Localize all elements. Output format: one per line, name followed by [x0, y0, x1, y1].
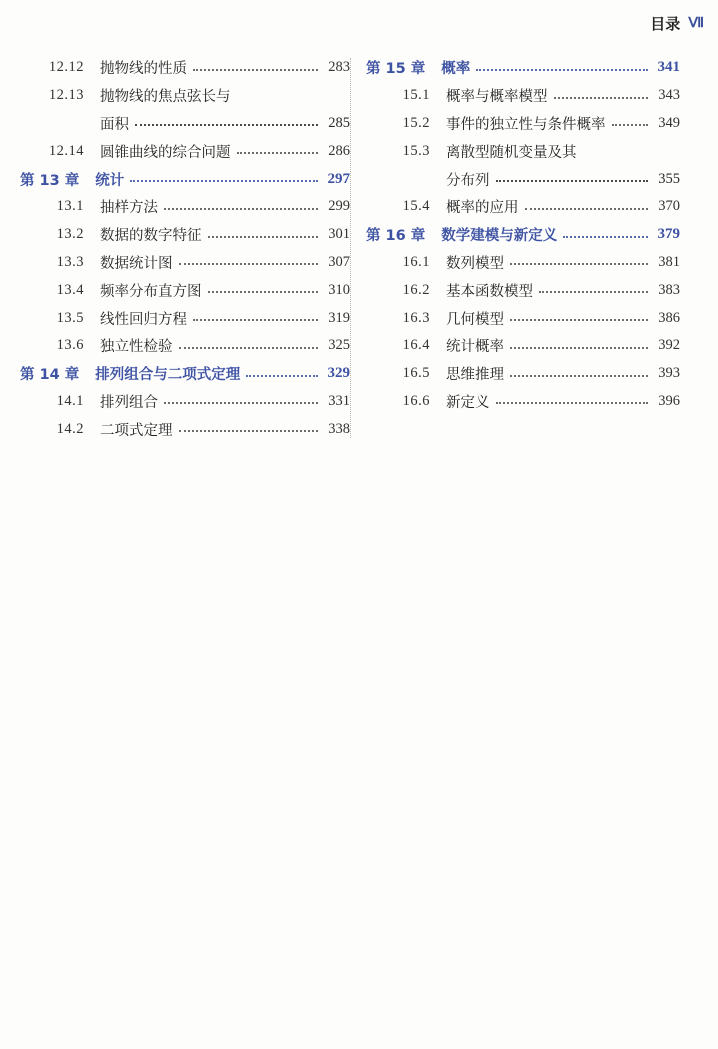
page-ref: 370 [658, 198, 680, 215]
section-title: 新定义 [446, 394, 490, 411]
section-title: 思维推理 [446, 367, 504, 384]
section-title: 独立性检验 [100, 339, 173, 356]
section-title: 抛物线的焦点弦长与 [100, 89, 231, 106]
dot-leader [510, 375, 648, 377]
page-ref: 297 [327, 170, 350, 187]
toc-section-entry[interactable] [366, 110, 680, 138]
toc-section-entry[interactable] [366, 165, 680, 193]
section-number: 13.2 [56, 226, 84, 243]
page-ref: 393 [658, 365, 680, 382]
dot-leader [164, 402, 318, 404]
toc-section-entry[interactable] [366, 137, 680, 165]
page-ref: 343 [658, 87, 680, 104]
toc-section-entry[interactable] [366, 388, 680, 416]
dot-leader [612, 124, 649, 126]
toc-section-entry[interactable] [20, 388, 350, 416]
section-title: 圆锥曲线的综合问题 [100, 144, 231, 161]
section-title: 数据统计图 [100, 255, 173, 272]
dot-leader [563, 236, 648, 238]
chapter-number: 第 13 章 [20, 172, 80, 189]
dot-leader [246, 375, 318, 377]
toc-section-entry[interactable] [20, 82, 350, 110]
section-title: 概率的应用 [446, 200, 519, 217]
toc-section-entry[interactable] [20, 332, 350, 360]
section-number: 15.1 [402, 87, 430, 104]
dot-leader [476, 69, 648, 71]
page-ref: 383 [658, 281, 680, 298]
dot-leader [193, 69, 318, 71]
page-header [650, 13, 704, 34]
dot-leader [135, 124, 318, 126]
toc-section-entry[interactable] [20, 54, 350, 82]
section-number: 13.3 [56, 253, 84, 270]
section-title: 分布列 [446, 172, 490, 189]
dot-leader [510, 263, 648, 265]
page-ref: 331 [328, 392, 350, 409]
dot-leader [539, 291, 648, 293]
section-number: 14.2 [56, 420, 84, 437]
section-title: 抛物线的性质 [100, 61, 187, 78]
section-number: 13.5 [56, 309, 84, 326]
page-ref: 341 [657, 59, 680, 76]
dot-leader [554, 97, 649, 99]
page-ref: 286 [328, 142, 350, 159]
dot-leader [193, 319, 318, 321]
toc-chapter-entry[interactable] [20, 165, 350, 193]
section-number: 16.4 [402, 337, 430, 354]
section-title: 频率分布直方图 [100, 283, 202, 300]
section-title: 数据的数字特征 [100, 228, 202, 245]
page-ref: 325 [328, 337, 350, 354]
toc-section-entry[interactable] [20, 415, 350, 443]
toc-section-entry[interactable] [366, 332, 680, 360]
toc-chapter-entry[interactable] [366, 54, 680, 82]
dot-leader [164, 208, 318, 210]
toc-section-entry[interactable] [366, 82, 680, 110]
page-ref: 381 [658, 253, 680, 270]
column-divider [350, 58, 351, 438]
toc-section-entry[interactable] [20, 304, 350, 332]
section-number: 15.2 [402, 114, 430, 131]
page-ref: 338 [328, 420, 350, 437]
page-ref: 283 [328, 59, 350, 76]
page-ref: 299 [328, 198, 350, 215]
page-ref: 349 [658, 114, 680, 131]
section-number: 12.14 [48, 142, 84, 159]
toc-right-column [366, 54, 680, 415]
page-ref: 307 [328, 253, 350, 270]
section-title: 数列模型 [446, 255, 504, 272]
section-title: 线性回归方程 [100, 311, 187, 328]
section-title: 几何模型 [446, 311, 504, 328]
section-title: 概率与概率模型 [446, 89, 548, 106]
toc-section-entry[interactable] [20, 193, 350, 221]
toc-section-entry[interactable] [366, 304, 680, 332]
page-ref: 386 [658, 309, 680, 326]
dot-leader [510, 347, 648, 349]
dot-leader [496, 402, 649, 404]
section-number: 16.6 [402, 392, 430, 409]
section-number: 15.4 [402, 198, 430, 215]
chapter-title: 概率 [441, 61, 471, 78]
section-title: 离散型随机变量及其 [446, 144, 577, 161]
page-ref: 310 [328, 281, 350, 298]
section-title: 面积 [100, 116, 129, 133]
dot-leader [208, 291, 319, 293]
toc-section-entry[interactable] [366, 360, 680, 388]
section-title: 二项式定理 [100, 422, 173, 439]
chapter-number: 第 16 章 [366, 228, 426, 245]
toc-section-entry[interactable] [20, 137, 350, 165]
toc-chapter-entry[interactable] [366, 221, 680, 249]
dot-leader [237, 152, 319, 154]
section-title: 排列组合 [100, 394, 158, 411]
chapter-number: 第 14 章 [20, 367, 80, 384]
page-ref: 301 [328, 226, 350, 243]
page-ref: 319 [328, 309, 350, 326]
dot-leader [130, 180, 318, 182]
section-number: 15.3 [402, 142, 430, 159]
chapter-title: 统计 [95, 172, 125, 189]
section-number: 16.1 [402, 253, 430, 270]
section-number: 14.1 [56, 392, 84, 409]
section-title: 统计概率 [446, 339, 504, 356]
page-ref: 392 [658, 337, 680, 354]
section-number: 16.2 [402, 281, 430, 298]
toc-section-entry[interactable] [20, 249, 350, 277]
section-title: 抽样方法 [100, 200, 158, 217]
section-title: 基本函数模型 [446, 283, 533, 300]
section-number: 12.13 [48, 87, 84, 104]
section-title: 事件的独立性与条件概率 [446, 116, 606, 133]
toc-section-entry[interactable] [366, 249, 680, 277]
page-ref: 396 [658, 392, 680, 409]
toc-section-entry[interactable] [20, 110, 350, 138]
section-number: 16.3 [402, 309, 430, 326]
chapter-number: 第 15 章 [366, 61, 426, 78]
dot-leader [525, 208, 649, 210]
dot-leader [179, 347, 319, 349]
page-number: Ⅶ [688, 16, 704, 31]
dot-leader [510, 319, 648, 321]
section-number: 13.6 [56, 337, 84, 354]
toc-left-column [20, 54, 350, 443]
page-ref: 329 [327, 365, 350, 382]
toc-section-entry[interactable] [20, 276, 350, 304]
toc-section-entry[interactable] [20, 221, 350, 249]
dot-leader [496, 180, 649, 182]
toc-section-entry[interactable] [366, 193, 680, 221]
page-ref: 355 [658, 170, 680, 187]
page-ref: 379 [657, 226, 680, 243]
section-number: 13.1 [56, 198, 84, 215]
page-ref: 285 [328, 114, 350, 131]
chapter-title: 排列组合与二项式定理 [95, 367, 241, 384]
toc-chapter-entry[interactable] [20, 360, 350, 388]
section-number: 16.5 [402, 365, 430, 382]
toc-header-title: 目录 [650, 15, 681, 33]
dot-leader [208, 236, 319, 238]
chapter-title: 数学建模与新定义 [441, 228, 558, 245]
section-number: 13.4 [56, 281, 84, 298]
toc-section-entry[interactable] [366, 276, 680, 304]
dot-leader [179, 263, 319, 265]
section-number: 12.12 [48, 59, 84, 76]
dot-leader [179, 430, 319, 432]
